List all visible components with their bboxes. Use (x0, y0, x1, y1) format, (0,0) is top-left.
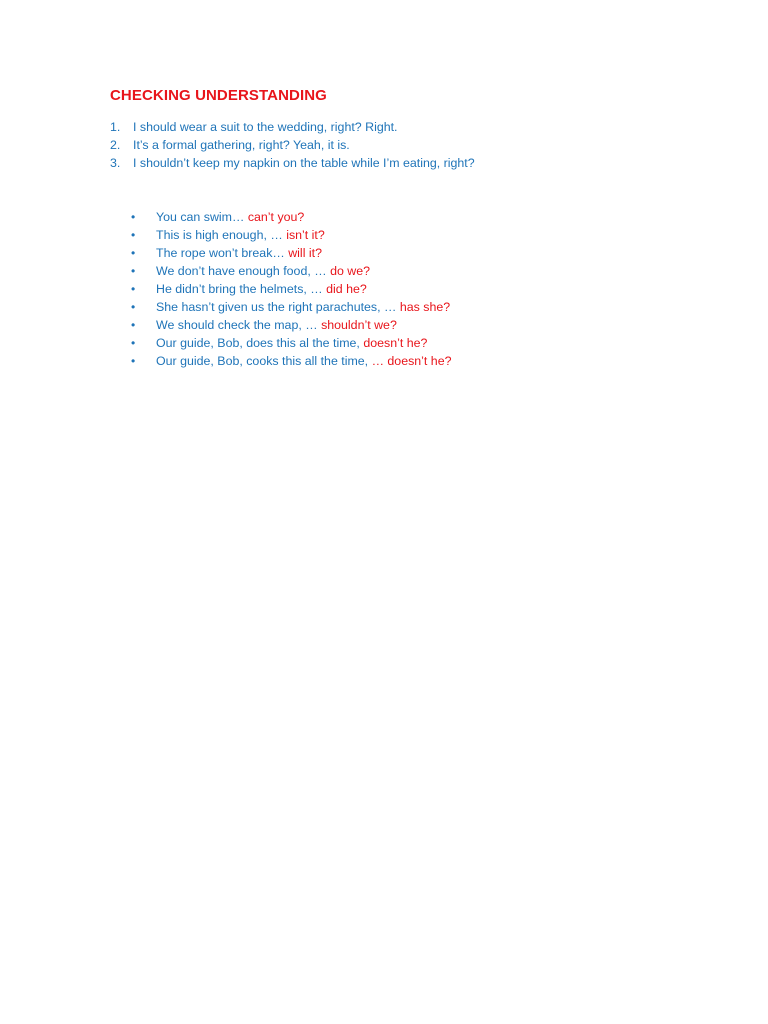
tag-question-list (131, 208, 451, 370)
bullet-icon: • (131, 228, 136, 242)
list-item (131, 352, 451, 370)
list-item (131, 244, 451, 262)
list-item (110, 118, 475, 136)
list-item (131, 226, 451, 244)
list-item (131, 316, 451, 334)
list-item (131, 334, 451, 352)
list-item-text: I shouldn’t keep my napkin on the table while I’m eating, right? (133, 156, 475, 170)
bullet-icon: • (131, 318, 136, 332)
list-item (131, 298, 451, 316)
bullet-icon: • (131, 246, 136, 260)
bullet-icon: • (131, 264, 136, 278)
tag-answer: … doesn’t he? (371, 354, 452, 368)
sentence-stem: He didn’t bring the helmets, … (156, 282, 327, 296)
sentence-stem: This is high enough, … (156, 228, 287, 242)
sentence-stem: We don’t have enough food, … (156, 264, 331, 278)
list-item-number: 3. (110, 156, 121, 170)
list-item (131, 262, 451, 280)
bullet-icon: • (131, 300, 136, 314)
tag-answer: do we? (330, 264, 371, 278)
numbered-list (110, 118, 475, 172)
tag-answer: isn’t it? (286, 228, 325, 242)
sentence-stem: You can swim… (156, 210, 248, 224)
bullet-icon: • (131, 210, 136, 224)
tag-answer: can’t you? (247, 210, 305, 224)
sentence-stem: Our guide, Bob, cooks this all the time, (156, 354, 372, 368)
tag-answer: has she? (399, 300, 451, 314)
list-item-number: 1. (110, 120, 121, 134)
sentence-stem: We should check the map, … (156, 318, 322, 332)
list-item (131, 208, 451, 226)
list-item (131, 280, 451, 298)
list-item-number: 2. (110, 138, 121, 152)
list-item-text: It’s a formal gathering, right? Yeah, it is. (133, 138, 350, 152)
list-item (110, 136, 475, 154)
tag-answer: shouldn’t we? (321, 318, 397, 332)
tag-answer: will it? (288, 246, 322, 260)
tag-answer: did he? (326, 282, 367, 296)
bullet-icon: • (131, 282, 136, 296)
list-item-text: I should wear a suit to the wedding, right? Right. (133, 120, 398, 134)
bullet-icon: • (131, 336, 136, 350)
sentence-stem: She hasn’t given us the right parachutes, … (156, 300, 400, 314)
tag-answer: doesn’t he? (363, 336, 428, 350)
list-item (110, 154, 475, 172)
sentence-stem: The rope won’t break… (156, 246, 289, 260)
sentence-stem: Our guide, Bob, does this al the time, (156, 336, 364, 350)
bullet-icon: • (131, 354, 136, 368)
page-title: CHECKING UNDERSTANDING (110, 87, 327, 104)
